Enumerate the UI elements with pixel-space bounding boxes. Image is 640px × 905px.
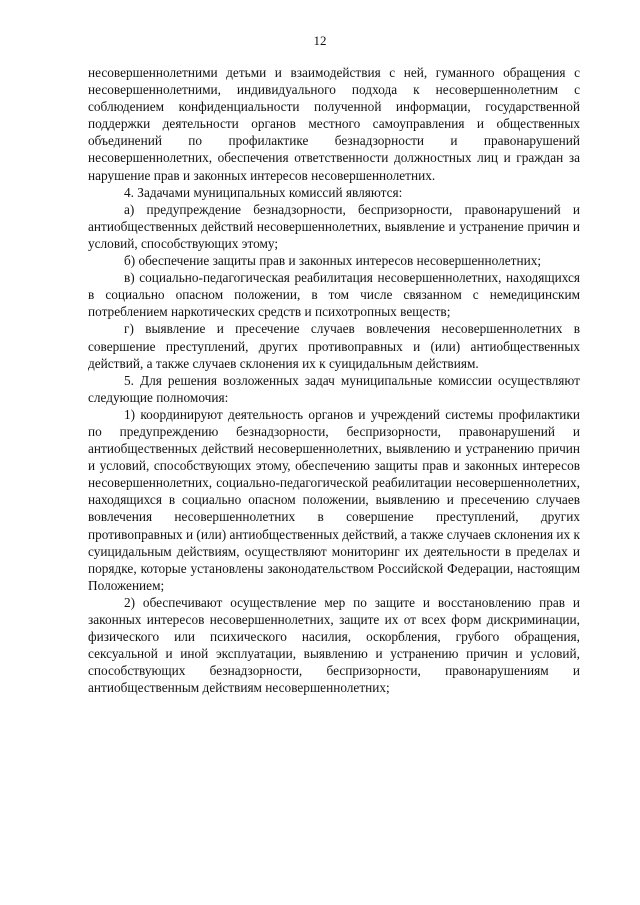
paragraph-item-4g: г) выявление и пресечение случаев вовлечения несовершеннолетних в совершение преступлений, других противоправных и (или) антиобщественных действий, а также случаев склонения их к суицидальным действиям. xyxy=(88,321,580,371)
document-body xyxy=(88,64,580,696)
paragraph-item-4a: а) предупреждение безнадзорности, беспризорности, правонарушений и антиобщественных действий несовершеннолетних, выявление и устранение причин и условий, способствующих этому; xyxy=(88,201,580,251)
paragraph-item-4: 4. Задачами муниципальных комиссий являются: xyxy=(124,184,403,200)
paragraph-item-5: 5. Для решения возложенных задач муниципальные комиссии осуществляют следующие полномочия: xyxy=(88,372,580,405)
paragraph-item-5-1: 1) координируют деятельность органов и учреждений системы профилактики по предупреждению безнадзорности, беспризорности, правонарушений и антиобщественных действий несовершеннолетних, выявлению и устранению причин и условий, способствующих этому, обеспечению защиты прав и законных интересов несовершеннолетних, социально-педагогической реабилитации несовершеннолетних, находящихся в социально опасном положении, выявлению и пресечению случаев вовлечения несовершеннолетних в совершение преступлений, других противоправных и (или) антиобщественных действий, а также случаев склонения их к суицидальным действиям, осуществляют мониторинг их деятельности в пределах и порядке, которые установлены законодательством Российской Федерации, настоящим Положением; xyxy=(88,406,580,593)
page-number: 12 xyxy=(313,33,327,48)
paragraph-item-5-2: 2) обеспечивают осуществление мер по защите и восстановлению прав и законных интересов несовершеннолетних, защите их от всех форм дискриминации, физического или психического насилия, оскорбления, грубого обращения, сексуальной и иной эксплуатации, выявлению и устранению причин и условий, способствующих безнадзорности, беспризорности, правонарушениям и антиобщественным действиям несовершеннолетних; xyxy=(88,594,580,696)
paragraph-item-4v: в) социально-педагогическая реабилитация несовершеннолетних, находящихся в социально опасном положении, в том числе связанном с немедицинским потреблением наркотических средств и психотропных веществ; xyxy=(88,270,580,320)
paragraph-continuation: несовершеннолетними детьми и взаимодействия с ней, гуманного обращения с несовершеннолетними, индивидуального подхода к несовершеннолетним с соблюдением конфиденциальности полученной информации, государственной поддержки деятельности органов местного самоуправления и общественных объединений по профилактике безнадзорности и правонарушений несовершеннолетних, обеспечения ответственности должностных лиц и граждан за нарушение прав и законных интересов несовершеннолетних. xyxy=(88,65,580,183)
paragraph-item-4b: б) обеспечение защиты прав и законных интересов несовершеннолетних; xyxy=(124,253,542,269)
